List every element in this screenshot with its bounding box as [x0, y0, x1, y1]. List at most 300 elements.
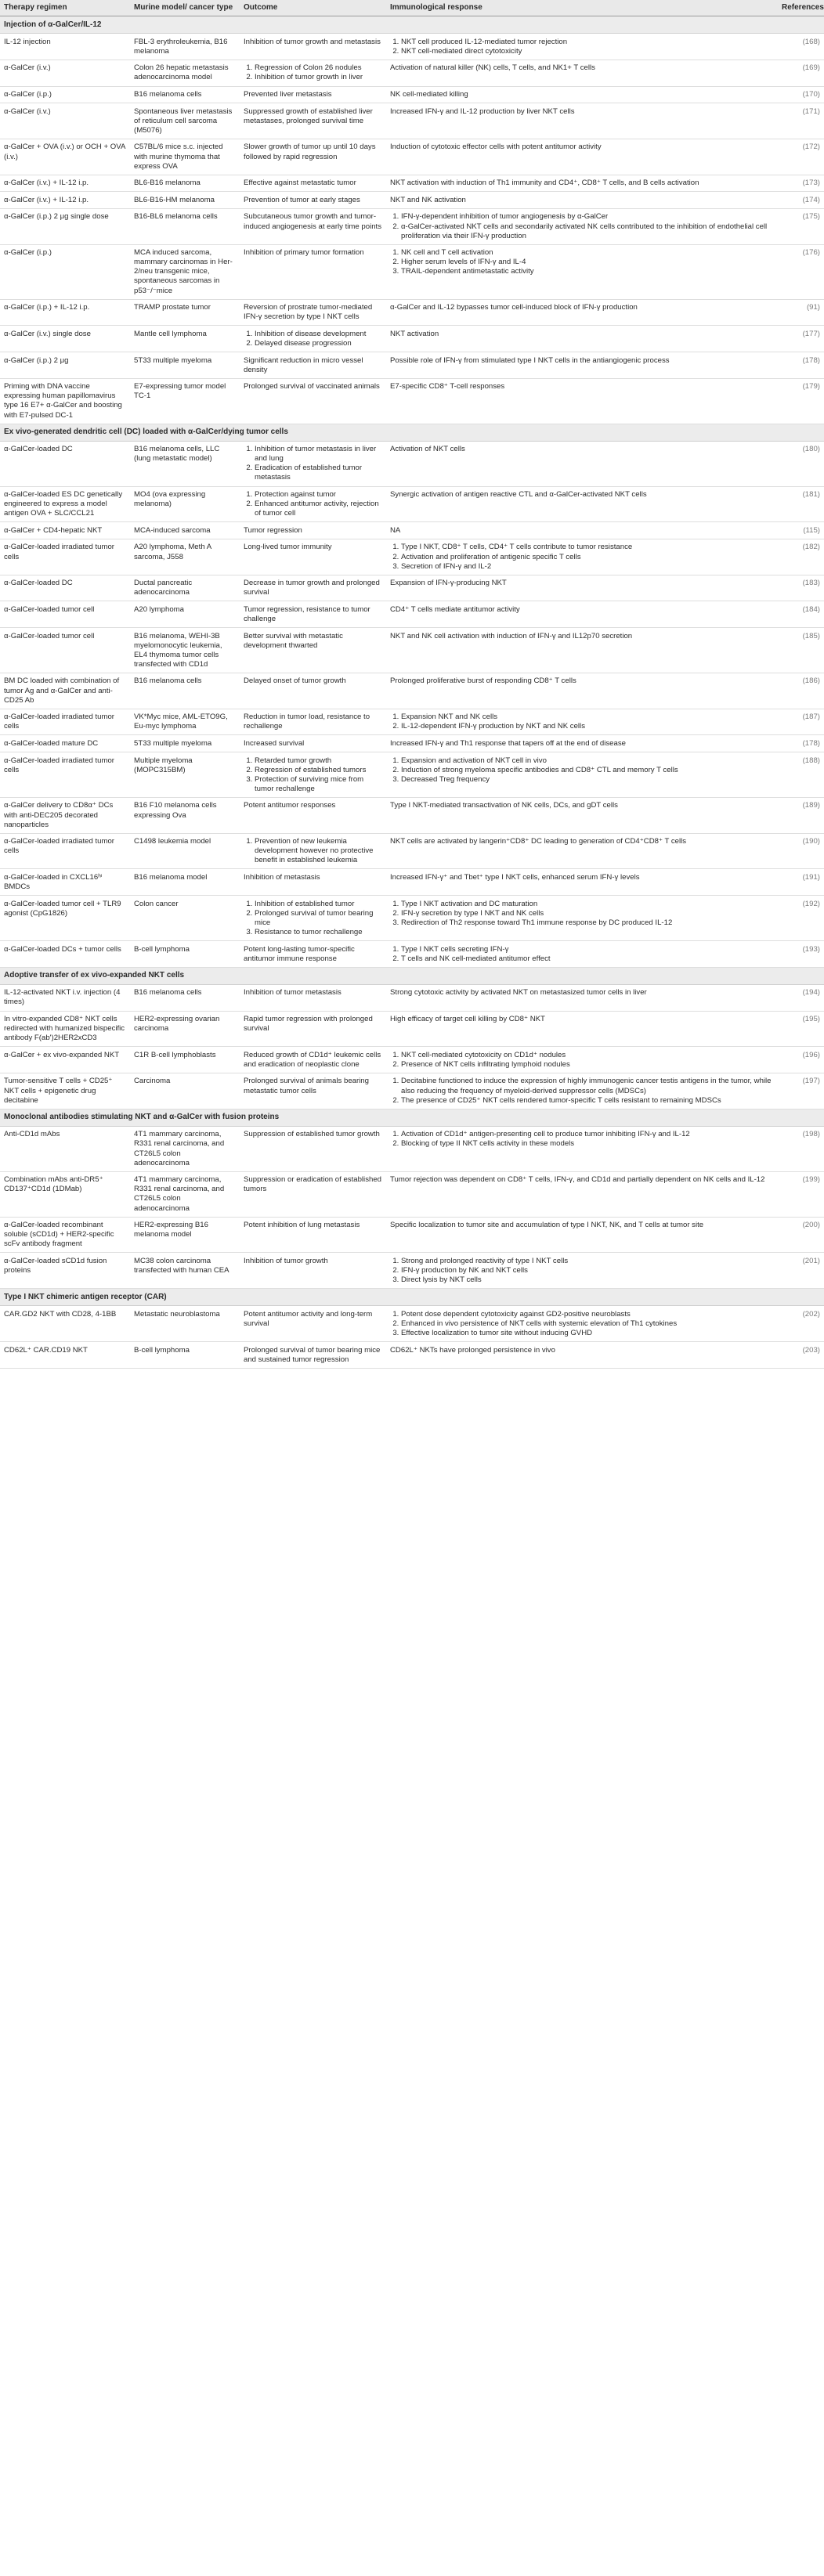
regimen-cell-text: Tumor-sensitive T cells + CD25⁺ NKT cells + epigenetic drug decitabine	[4, 1077, 113, 1105]
outcome-cell-list	[244, 63, 382, 82]
model-cell-text: 5T33 multiple myeloma	[134, 355, 212, 365]
model-cell-text: MCA induced sarcoma, mammary carcinomas in Her-2/neu transgenic mice, spontaneous sarcomas in p53⁻/⁻mice	[134, 248, 233, 295]
table-row	[0, 522, 824, 539]
header-murine-model: Murine model/ cancer type	[130, 0, 240, 16]
list-item: 1. Retarded tumor growth	[255, 756, 382, 766]
response-cell-text: NKT activation with induction of Th1 immunity and CD4⁺, CD8⁺ T cells, and B cells activation	[390, 179, 699, 188]
response-cell-list	[390, 1257, 774, 1285]
list-item: 2. The presence of CD25⁺ NKT cells rendered tumor-specific T cells resistant to remaining MDSCs	[401, 1096, 774, 1106]
regimen-cell	[0, 869, 130, 896]
outcome-cell-text: Reversion of prostrate tumor-mediated IFN-γ secretion by type I NKT cells	[244, 303, 373, 322]
table-row	[0, 139, 824, 175]
reference-cell-text: (203)	[802, 1345, 820, 1355]
regimen-cell-text: α-GalCer (i.v.) single dose	[4, 329, 91, 338]
reference-cell	[778, 1342, 824, 1369]
model-cell-text: Carcinoma	[134, 1077, 171, 1086]
reference-cell-text: (179)	[802, 382, 820, 391]
regimen-cell-text: Anti-CD1d mAbs	[4, 1130, 60, 1139]
reference-cell-text: (177)	[802, 329, 820, 338]
regimen-cell-text: α-GalCer (i.p.) 2 μg	[4, 355, 69, 365]
regimen-cell	[0, 244, 130, 299]
list-item: 2. IFN-γ secretion by type I NKT and NK cells	[401, 909, 774, 918]
list-item: 2. Enhanced antitumor activity, rejection of tumor cell	[255, 500, 382, 518]
response-cell	[386, 244, 778, 299]
outcome-cell	[240, 244, 386, 299]
response-cell	[386, 103, 778, 139]
table-row	[0, 575, 824, 601]
regimen-cell-text: α-GalCer (i.v.) + IL-12 i.p.	[4, 179, 89, 188]
response-cell	[386, 539, 778, 575]
reference-cell	[778, 60, 824, 86]
outcome-cell-text: Long-lived tumor immunity	[244, 543, 332, 552]
regimen-cell	[0, 896, 130, 941]
section-title: Injection of α-GalCer/IL-12	[0, 16, 824, 34]
list-item: 2. Higher serum levels of IFN-γ and IL-4	[401, 258, 774, 267]
list-item: 2. Eradication of established tumor metastasis	[255, 464, 382, 482]
model-cell-text: B16 melanoma model	[134, 872, 208, 882]
response-cell-text: Prolonged proliferative burst of responding CD8⁺ T cells	[390, 676, 576, 686]
model-cell	[130, 601, 240, 628]
response-cell-text: Synergic activation of antigen reactive CTL and α-GalCer-activated NKT cells	[390, 490, 647, 500]
reference-cell-text: (91)	[806, 303, 820, 312]
model-cell-text: HER2-expressing B16 melanoma model	[134, 1221, 208, 1239]
regimen-cell-text: IL-12 injection	[4, 37, 51, 46]
reference-cell-text: (182)	[802, 543, 820, 552]
model-cell	[130, 175, 240, 192]
response-cell-text: Induction of cytotoxic effector cells with potent antitumor activity	[390, 143, 602, 152]
outcome-cell	[240, 86, 386, 103]
reference-cell	[778, 1171, 824, 1217]
regimen-cell	[0, 575, 130, 601]
reference-cell	[778, 709, 824, 735]
model-cell	[130, 575, 240, 601]
model-cell-text: Metastatic neuroblastoma	[134, 1309, 220, 1319]
table-row	[0, 709, 824, 735]
list-item: 1. Potent dose dependent cytotoxicity against GD2-positive neuroblasts	[401, 1310, 774, 1319]
outcome-cell	[240, 869, 386, 896]
outcome-cell	[240, 539, 386, 575]
reference-cell-text: (176)	[802, 248, 820, 258]
response-cell-text: Type I NKT-mediated transactivation of NK cells, DCs, and gDT cells	[390, 801, 618, 810]
regimen-cell	[0, 352, 130, 379]
table-row	[0, 192, 824, 209]
model-cell	[130, 208, 240, 244]
model-cell-text: Mantle cell lymphoma	[134, 329, 207, 338]
list-item: 1. Protection against tumor	[255, 490, 382, 500]
reference-cell	[778, 797, 824, 833]
model-cell-text: A20 lymphoma, Meth A sarcoma, J558	[134, 543, 211, 561]
response-cell	[386, 1217, 778, 1253]
reference-cell-text: (196)	[802, 1050, 820, 1059]
list-item: 1. Type I NKT activation and DC maturation	[401, 900, 774, 909]
regimen-cell-text: α-GalCer-loaded in CXCL16ʰⁱ BMDCs	[4, 872, 103, 892]
list-item: 2. Inhibition of tumor growth in liver	[255, 73, 382, 82]
regimen-cell	[0, 103, 130, 139]
regimen-cell-text: α-GalCer + OVA (i.v.) or OCH + OVA (i.v.)	[4, 143, 125, 161]
regimen-cell	[0, 797, 130, 833]
reference-cell	[778, 984, 824, 1011]
reference-cell-text: (173)	[802, 179, 820, 188]
table-row	[0, 60, 824, 86]
response-cell-text: Activation of natural killer (NK) cells, T cells, and NK1+ T cells	[390, 63, 595, 73]
table-row	[0, 1011, 824, 1047]
response-cell	[386, 1253, 778, 1289]
response-cell	[386, 797, 778, 833]
regimen-cell-text: α-GalCer-loaded irradiated tumor cells	[4, 713, 114, 731]
list-item: 3. Decreased Treg frequency	[401, 775, 774, 785]
response-cell	[386, 984, 778, 1011]
reference-cell-text: (181)	[802, 490, 820, 500]
outcome-cell-text: Prevention of tumor at early stages	[244, 195, 360, 204]
reference-cell	[778, 352, 824, 379]
response-cell-list	[390, 1130, 774, 1149]
regimen-cell	[0, 139, 130, 175]
regimen-cell	[0, 175, 130, 192]
reference-cell	[778, 896, 824, 941]
regimen-cell-text: α-GalCer + CD4-hepatic NKT	[4, 525, 103, 535]
reference-cell	[778, 752, 824, 798]
section-header-row	[0, 424, 824, 441]
outcome-cell	[240, 673, 386, 709]
model-cell-text: VK*Myc mice, AML-ETO9G, Eu-myc lymphoma	[134, 713, 228, 731]
outcome-cell	[240, 896, 386, 941]
outcome-cell	[240, 833, 386, 869]
regimen-cell	[0, 34, 130, 60]
model-cell-text: BL6-B16-HM melanoma	[134, 195, 215, 204]
outcome-cell-list	[244, 837, 382, 865]
regimen-cell-text: α-GalCer + ex vivo-expanded NKT	[4, 1050, 120, 1059]
regimen-cell-text: α-GalCer-loaded recombinant soluble (sCD1d) + HER2-specific scFv antibody fragment	[4, 1221, 114, 1249]
model-cell-text: 5T33 multiple myeloma	[134, 738, 212, 748]
outcome-cell	[240, 941, 386, 968]
outcome-cell-list	[244, 900, 382, 937]
header-immunological-response: Immunological response	[386, 0, 778, 16]
reference-cell	[778, 735, 824, 752]
model-cell	[130, 441, 240, 486]
list-item: 2. NKT cell-mediated direct cytotoxicity	[401, 47, 774, 56]
list-item: 1. IFN-γ-dependent inhibition of tumor angiogenesis by α-GalCer	[401, 212, 774, 222]
response-cell-text: Tumor rejection was dependent on CD8⁺ T cells, IFN-γ, and CD1d and partially dependent on NK cells and IL-12	[390, 1175, 765, 1185]
outcome-cell-text: Prolonged survival of vaccinated animals	[244, 382, 380, 391]
reference-cell-text: (192)	[802, 899, 820, 908]
reference-cell-text: (172)	[802, 143, 820, 152]
list-item: 2. Regression of established tumors	[255, 766, 382, 775]
response-cell-text: CD4⁺ T cells mediate antitumor activity	[390, 604, 520, 614]
regimen-cell	[0, 1047, 130, 1073]
list-item: 2. Activation and proliferation of antigenic specific T cells	[401, 553, 774, 562]
reference-cell	[778, 1306, 824, 1342]
regimen-cell-text: α-GalCer (i.v.)	[4, 106, 51, 116]
reference-cell	[778, 1253, 824, 1289]
model-cell-text: TRAMP prostate tumor	[134, 303, 211, 312]
outcome-cell	[240, 352, 386, 379]
reference-cell-text: (191)	[802, 872, 820, 882]
regimen-cell	[0, 1011, 130, 1047]
response-cell	[386, 869, 778, 896]
table-row	[0, 299, 824, 326]
reference-cell-text: (185)	[802, 631, 820, 640]
response-cell-list	[390, 212, 774, 240]
reference-cell	[778, 299, 824, 326]
model-cell	[130, 1253, 240, 1289]
list-item: 3. TRAIL-dependent antimetastatic activity	[401, 267, 774, 276]
outcome-cell-text: Increased survival	[244, 738, 305, 748]
reference-cell-text: (190)	[802, 837, 820, 846]
reference-cell-text: (115)	[803, 525, 820, 535]
regimen-cell-text: α-GalCer delivery to CD8α⁺ DCs with anti-DEC205 decorated nanoparticles	[4, 801, 114, 829]
regimen-cell	[0, 709, 130, 735]
model-cell	[130, 244, 240, 299]
list-item: 1. Inhibition of disease development	[255, 330, 382, 339]
outcome-cell-text: Tumor regression, resistance to tumor challenge	[244, 604, 370, 623]
response-cell	[386, 1342, 778, 1369]
response-cell	[386, 1073, 778, 1109]
response-cell	[386, 441, 778, 486]
reference-cell-text: (199)	[802, 1175, 820, 1185]
list-item: 2. Induction of strong myeloma specific antibodies and CD8⁺ CTL and memory T cells	[401, 766, 774, 775]
outcome-cell	[240, 1306, 386, 1342]
regimen-cell-text: α-GalCer-loaded sCD1d fusion proteins	[4, 1256, 107, 1275]
outcome-cell	[240, 1171, 386, 1217]
response-cell	[386, 175, 778, 192]
outcome-cell-text: Subcutaneous tumor growth and tumor-induced angiogenesis at early time points	[244, 212, 381, 231]
outcome-cell-list	[244, 756, 382, 794]
reference-cell-text: (189)	[802, 801, 820, 810]
regimen-cell	[0, 1171, 130, 1217]
reference-cell	[778, 575, 824, 601]
list-item: 1. Inhibition of established tumor	[255, 900, 382, 909]
regimen-cell	[0, 1306, 130, 1342]
model-cell-text: B16 melanoma, WEHI-3B myelomonocytic leukemia, EL4 thymoma tumor cells transfected with CD1d	[134, 631, 222, 669]
reference-cell-text: (188)	[802, 756, 820, 765]
reference-cell-text: (171)	[802, 106, 820, 116]
regimen-cell-text: α-GalCer (i.v.)	[4, 63, 51, 73]
reference-cell	[778, 244, 824, 299]
model-cell-text: B16-BL6 melanoma cells	[134, 212, 218, 222]
regimen-cell	[0, 522, 130, 539]
model-cell	[130, 833, 240, 869]
reference-cell-text: (202)	[802, 1309, 820, 1319]
table-row	[0, 1171, 824, 1217]
reference-cell-text: (201)	[802, 1256, 820, 1265]
response-cell-list	[390, 38, 774, 56]
outcome-cell-text: Potent antitumor responses	[244, 801, 336, 810]
model-cell	[130, 628, 240, 673]
model-cell	[130, 326, 240, 352]
response-cell	[386, 1011, 778, 1047]
model-cell	[130, 1126, 240, 1171]
regimen-cell-text: α-GalCer-loaded tumor cell	[4, 604, 95, 614]
table-row	[0, 1073, 824, 1109]
response-cell-list	[390, 945, 774, 964]
response-cell	[386, 673, 778, 709]
model-cell	[130, 709, 240, 735]
reference-cell	[778, 1217, 824, 1253]
reference-cell-text: (186)	[802, 676, 820, 686]
list-item: 2. α-GalCer-activated NKT cells and secondarily activated NK cells contributed to the inhibition of endothelial cell proliferation via their IFN-γ production	[401, 222, 774, 241]
reference-cell-text: (170)	[802, 90, 820, 99]
response-cell-text: Increased IFN-γ⁺ and Tbet⁺ type I NKT cells, enhanced serum IFN-γ levels	[390, 872, 640, 882]
regimen-cell	[0, 1342, 130, 1369]
reference-cell	[778, 208, 824, 244]
outcome-cell-list	[244, 330, 382, 348]
model-cell	[130, 1171, 240, 1217]
reference-cell	[778, 486, 824, 522]
regimen-cell-text: Combination mAbs anti-DR5⁺ CD137⁺CD1d (1DMab)	[4, 1175, 103, 1194]
table-row	[0, 601, 824, 628]
model-cell	[130, 797, 240, 833]
response-cell	[386, 522, 778, 539]
response-cell	[386, 1126, 778, 1171]
list-item: 3. Resistance to tumor rechallenge	[255, 928, 382, 937]
response-cell	[386, 709, 778, 735]
reference-cell	[778, 1126, 824, 1171]
reference-cell-text: (169)	[802, 63, 820, 73]
response-cell	[386, 139, 778, 175]
outcome-cell	[240, 1126, 386, 1171]
regimen-cell-text: α-GalCer-loaded irradiated tumor cells	[4, 837, 114, 856]
outcome-cell-text: Inhibition of tumor growth	[244, 1256, 328, 1265]
response-cell-text: Possible role of IFN-γ from stimulated type I NKT cells in the antiangiogenic process	[390, 355, 670, 365]
table-row	[0, 244, 824, 299]
header-references: References	[778, 0, 824, 16]
response-cell-text: NKT and NK cell activation with induction of IFN-γ and IL12p70 secretion	[390, 631, 633, 640]
regimen-cell	[0, 833, 130, 869]
outcome-cell-text: Reduced growth of CD1d⁺ leukemic cells and eradication of neoplastic clone	[244, 1050, 381, 1069]
header-therapy-regimen: Therapy regimen	[0, 0, 130, 16]
table-row	[0, 486, 824, 522]
reference-cell	[778, 441, 824, 486]
model-cell-text: E7-expressing tumor model TC-1	[134, 382, 226, 401]
reference-cell	[778, 628, 824, 673]
response-cell	[386, 752, 778, 798]
list-item: 3. Protection of surviving mice from tumor rechallenge	[255, 775, 382, 794]
reference-cell	[778, 522, 824, 539]
model-cell	[130, 1217, 240, 1253]
response-cell-text: Activation of NKT cells	[390, 445, 465, 454]
model-cell	[130, 139, 240, 175]
regimen-cell	[0, 86, 130, 103]
outcome-cell	[240, 486, 386, 522]
table-row	[0, 797, 824, 833]
regimen-cell-text: Priming with DNA vaccine expressing human papillomavirus type 16 E7+ α-GalCer and boosting with E7-pulsed DC-1	[4, 382, 122, 420]
list-item: 1. Inhibition of tumor metastasis in liver and lung	[255, 445, 382, 464]
regimen-cell-text: CAR.GD2 NKT with CD28, 4-1BB	[4, 1309, 117, 1319]
outcome-cell	[240, 139, 386, 175]
model-cell-text: Ductal pancreatic adenocarcinoma	[134, 579, 193, 597]
section-header-row	[0, 16, 824, 34]
regimen-cell	[0, 1217, 130, 1253]
reference-cell	[778, 34, 824, 60]
outcome-cell	[240, 60, 386, 86]
section-title: Adoptive transfer of ex vivo-expanded NKT cells	[0, 967, 824, 984]
reference-cell	[778, 601, 824, 628]
regimen-cell-text: α-GalCer-loaded DC	[4, 579, 73, 588]
response-cell-text: Strong cytotoxic activity by activated NKT on metastasized tumor cells in liver	[390, 988, 647, 998]
response-cell-list	[390, 248, 774, 276]
model-cell	[130, 103, 240, 139]
outcome-cell	[240, 752, 386, 798]
outcome-cell-list	[244, 490, 382, 518]
reference-cell	[778, 1073, 824, 1109]
outcome-cell	[240, 1253, 386, 1289]
list-item: 1. Strong and prolonged reactivity of type I NKT cells	[401, 1257, 774, 1266]
response-cell-list	[390, 1051, 774, 1070]
outcome-cell-text: Potent inhibition of lung metastasis	[244, 1221, 360, 1230]
table-row	[0, 539, 824, 575]
reference-cell-text: (175)	[802, 212, 820, 222]
model-cell	[130, 522, 240, 539]
list-item: 1. NKT cell produced IL-12-mediated tumor rejection	[401, 38, 774, 47]
response-cell	[386, 1306, 778, 1342]
table-body	[0, 16, 824, 1369]
outcome-cell	[240, 1011, 386, 1047]
list-item: 1. Decitabine functioned to induce the expression of highly immunogenic cancer testis antigens in the tumor, while also reducing the frequency of myeloid-derived suppressor cells (MDSCs)	[401, 1077, 774, 1095]
table-row	[0, 941, 824, 968]
outcome-cell	[240, 735, 386, 752]
reference-cell	[778, 673, 824, 709]
section-title: Type I NKT chimeric antigen receptor (CAR)	[0, 1289, 824, 1306]
regimen-cell	[0, 1253, 130, 1289]
regimen-cell-text: α-GalCer (i.v.) + IL-12 i.p.	[4, 195, 89, 204]
table-row	[0, 1126, 824, 1171]
outcome-cell-text: Potent long-lasting tumor-specific antitumor immune response	[244, 944, 355, 963]
list-item: 3. Secretion of IFN-γ and IL-2	[401, 562, 774, 572]
response-cell-text: Increased IFN-γ and Th1 response that tapers off at the end of disease	[390, 738, 626, 748]
reference-cell	[778, 1011, 824, 1047]
model-cell-text: 4T1 mammary carcinoma, R331 renal carcinoma, and CT26L5 colon adenocarcinoma	[134, 1175, 225, 1213]
model-cell	[130, 1306, 240, 1342]
model-cell	[130, 941, 240, 968]
section-header-row	[0, 1289, 824, 1306]
outcome-cell-list	[244, 445, 382, 482]
reference-cell	[778, 103, 824, 139]
reference-cell	[778, 378, 824, 424]
reference-cell-text: (193)	[802, 944, 820, 954]
table-row	[0, 735, 824, 752]
table-row	[0, 441, 824, 486]
list-item: 2. Delayed disease progression	[255, 339, 382, 348]
response-cell-text: CD62L⁺ NKTs have prolonged persistence in vivo	[390, 1345, 555, 1355]
response-cell-text: NKT activation	[390, 329, 439, 338]
regimen-cell	[0, 1126, 130, 1171]
response-cell-text: NKT and NK activation	[390, 195, 466, 204]
outcome-cell	[240, 709, 386, 735]
outcome-cell	[240, 1217, 386, 1253]
list-item: 3. Effective localization to tumor site without inducing GVHD	[401, 1329, 774, 1338]
list-item: 3. Direct lysis by NKT cells	[401, 1275, 774, 1285]
model-cell	[130, 735, 240, 752]
regimen-cell-text: α-GalCer-loaded tumor cell + TLR9 agonist (CpG1826)	[4, 899, 121, 918]
model-cell	[130, 752, 240, 798]
table-row	[0, 352, 824, 379]
response-cell-list	[390, 1077, 774, 1105]
model-cell-text: Multiple myeloma (MOPC315BM)	[134, 756, 193, 774]
model-cell	[130, 1047, 240, 1073]
response-cell	[386, 486, 778, 522]
regimen-cell	[0, 299, 130, 326]
model-cell	[130, 539, 240, 575]
outcome-cell	[240, 1047, 386, 1073]
outcome-cell-text: Significant reduction in micro vessel density	[244, 355, 363, 374]
outcome-cell	[240, 208, 386, 244]
table-row	[0, 34, 824, 60]
model-cell	[130, 34, 240, 60]
list-item: 2. IFN-γ production by NK and NKT cells	[401, 1266, 774, 1275]
table-row	[0, 1306, 824, 1342]
response-cell-text: NKT cells are activated by langerin⁺CD8⁺ DC leading to generation of CD4⁺CD8⁺ T cells	[390, 837, 687, 846]
list-item: 1. NK cell and T cell activation	[401, 248, 774, 258]
